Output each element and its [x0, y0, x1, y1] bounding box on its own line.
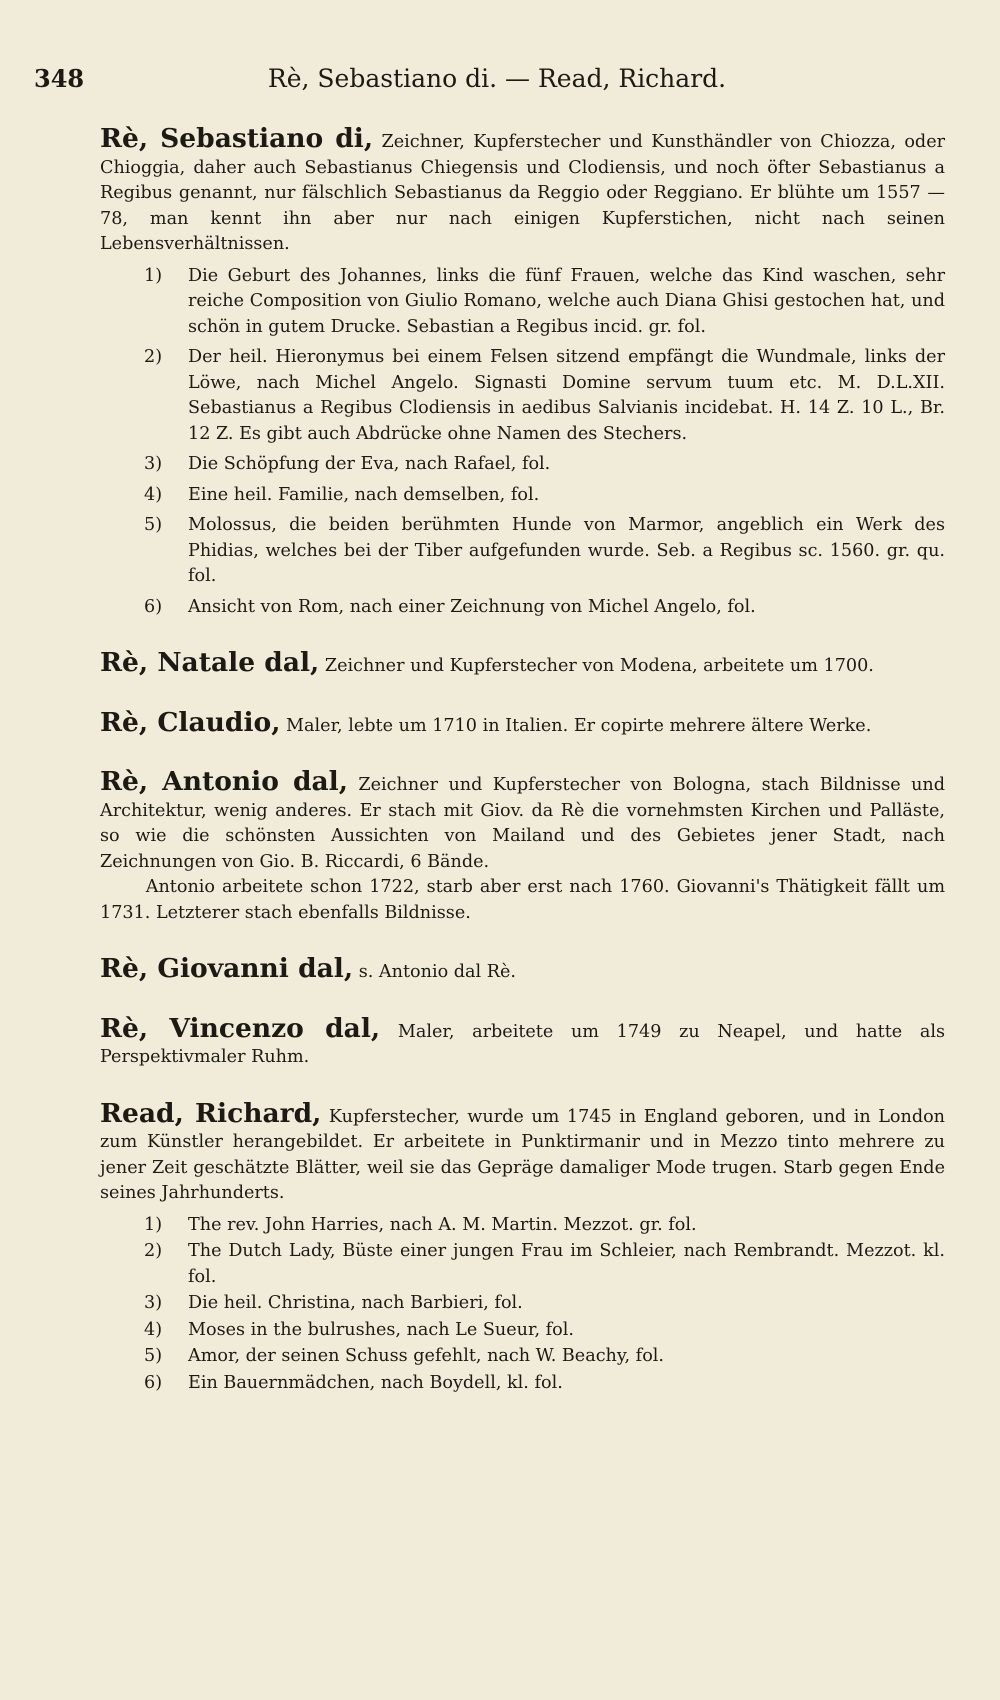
entry-text: Maler, lebte um 1710 in Italien. Er copirte mehrere ältere Werke.	[286, 715, 872, 736]
item-number: 3)	[144, 1293, 163, 1313]
entry-heading: Rè, Sebastiano di,	[100, 123, 374, 154]
item-number: 3)	[144, 454, 163, 474]
entry-text: Zeichner und Kupferstecher von Modena, arbeitete um 1700.	[324, 656, 874, 676]
works-list	[100, 1213, 945, 1397]
item-text: Die heil. Christina, nach Barbieri, fol.	[188, 1293, 523, 1313]
list-item	[144, 1344, 945, 1370]
item-text: The rev. John Harries, nach A. M. Martin. Mezzot. gr. fol.	[188, 1214, 697, 1235]
item-number: 2)	[144, 347, 163, 367]
works-list	[100, 264, 945, 621]
list-item	[144, 452, 945, 478]
entry-heading: Rè, Giovanni dal,	[100, 953, 354, 984]
entry-text: Zeichner und Kupferstecher von Bologna, stach Bildnisse und Architektur, wenig anderes. Er stach mit Giov. da Rè die vornehmsten Kirchen und Palläste, so wie die schönsten Aussichten von Mailand und des Gebietes jener Stadt, nach Zeichnungen von Gio. B. Riccardi, 6 Bände.	[100, 775, 945, 872]
list-item	[144, 1213, 945, 1239]
page-number: 348	[34, 64, 85, 93]
entry-re-sebastiano	[100, 123, 946, 620]
page-header	[34, 64, 960, 104]
item-number: 5)	[144, 515, 163, 535]
item-number: 4)	[144, 484, 163, 505]
entry-text: Maler, arbeitete um 1749 zu Neapel, und hatte als Perspektivmaler Ruhm.	[100, 1021, 946, 1067]
item-number: 6)	[144, 1372, 163, 1393]
entry-heading: Read, Richard,	[100, 1097, 322, 1129]
entry-heading: Rè, Antonio dal,	[100, 766, 348, 797]
item-text: The Dutch Lady, Büste einer jungen Frau im Schleier, nach Rembrandt. Mezzot. kl. fol.	[188, 1241, 945, 1287]
item-text: Ansicht von Rom, nach einer Zeichnung von Michel Angelo, fol.	[188, 596, 756, 617]
item-text: Eine heil. Familie, nach demselben, fol.	[188, 484, 540, 505]
entry-heading: Rè, Natale dal,	[100, 647, 320, 678]
entry-text: Zeichner, Kupferstecher und Kunsthändler von Chiozza, oder Chioggia, daher auch Sebastianus Chiegensis und Clodiensis, und noch öfter Sebastianus a Regibus genannt, nur fälschlich Sebastianus da Reggio oder Reggiano. Er blühte um 1557 — 78, man kennt ihn aber nur nach einigen Kupferstichen, nicht nach seinen Lebensverhältnissen.	[100, 132, 946, 254]
list-item	[144, 264, 945, 341]
item-number: 1)	[144, 1214, 163, 1235]
entry-heading: Rè, Claudio,	[100, 706, 281, 738]
item-text: Moses in the bulrushes, nach Le Sueur, fol.	[188, 1319, 574, 1340]
list-item	[144, 513, 945, 590]
list-item	[144, 483, 945, 509]
item-text: Amor, der seinen Schuss gefehlt, nach W. Beachy, fol.	[188, 1346, 664, 1366]
entry-heading: Rè, Vincenzo dal,	[100, 1012, 381, 1044]
item-text: Die Schöpfung der Eva, nach Rafael, fol.	[188, 454, 551, 474]
entry-re-antonio	[100, 766, 945, 926]
entry-re-vincenzo	[100, 1012, 946, 1071]
entry-note: Antonio arbeitete schon 1722, starb aber erst nach 1760. Giovanni's Thätigkeit fällt um 1731. Letzterer stach ebenfalls Bildnisse.	[100, 877, 945, 923]
item-text: Molossus, die beiden berühmten Hunde von Marmor, angeblich ein Werk des Phidias, welches bei der Tiber aufgefunden wurde. Seb. a Regibus sc. 1560. gr. qu. fol.	[188, 515, 945, 586]
entry-read-richard	[100, 1097, 946, 1397]
item-number: 2)	[144, 1241, 163, 1261]
entry-text: s. Antonio dal Rè.	[358, 962, 516, 982]
item-number: 1)	[144, 265, 163, 286]
item-number: 6)	[144, 596, 163, 617]
item-number: 4)	[144, 1319, 163, 1340]
list-item	[144, 595, 945, 621]
entry-re-giovanni	[100, 953, 945, 986]
list-item	[144, 1239, 945, 1290]
running-head: Rè, Sebastiano di. — Read, Richard.	[267, 64, 727, 93]
entry-re-claudio	[100, 706, 945, 740]
item-number: 5)	[144, 1346, 163, 1366]
list-item	[144, 345, 945, 447]
page-content	[100, 123, 946, 1397]
item-text: Die Geburt des Johannes, links die fünf Frauen, welche das Kind waschen, sehr reiche Composition von Giulio Romano, welche auch Diana Ghisi gestochen hat, und schön in gutem Drucke. Sebastian a Regibus incid. gr. fol.	[188, 265, 945, 337]
list-item	[144, 1371, 945, 1397]
entry-text: Kupferstecher, wurde um 1745 in England geboren, und in London zum Künstler herangebildet. Er arbeitete in Punktirmanir und in Mezzo tinto mehrere zu jener Zeit geschätzte Blätter, weil sie das Gepräge damaliger Mode trugen. Starb gegen Ende seines Jahrhunderts.	[100, 1106, 946, 1203]
list-item	[144, 1318, 945, 1344]
list-item	[144, 1291, 945, 1317]
item-text: Der heil. Hieronymus bei einem Felsen sitzend empfängt die Wundmale, links der Löwe, nach Michel Angelo. Signasti Domine servum tuum etc. M. D.L.XII. Sebastianus a Regibus Clodiensis in aedibus Salvianis incidebat. H. 14 Z. 10 L., Br. 12 Z. Es gibt auch Abdrücke ohne Namen des Stechers.	[188, 347, 945, 444]
item-text: Ein Bauernmädchen, nach Boydell, kl. fol.	[188, 1372, 563, 1393]
entry-re-natale	[100, 647, 945, 680]
